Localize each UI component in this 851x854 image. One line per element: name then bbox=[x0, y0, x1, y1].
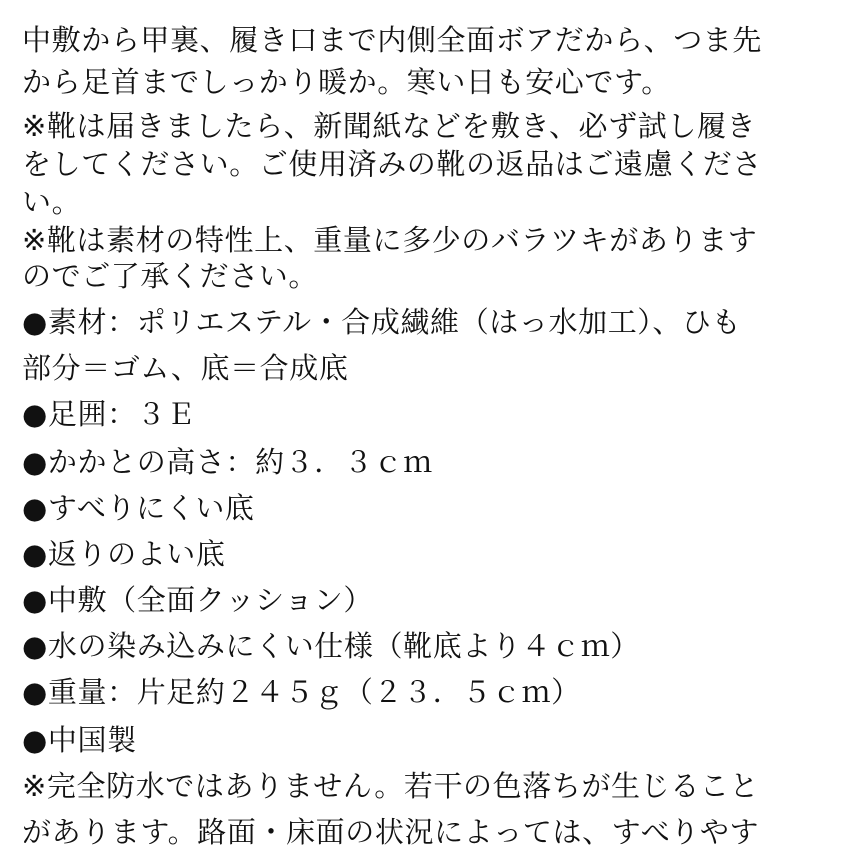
text-line: ※完全防水ではありません。若干の色落ちが生じること bbox=[22, 769, 760, 803]
text-line: 部分＝ゴム、底＝合成底 bbox=[22, 351, 349, 385]
spec-item-weight: ●重量：片足約２４５ｇ（２３．５ｃｍ） bbox=[22, 675, 581, 709]
spec-item-water-resistance: ●水の染み込みにくい仕様（靴底より４ｃｍ） bbox=[22, 629, 640, 663]
text-line: をしてください。ご使用済みの靴の返品はご遠慮くださ bbox=[22, 147, 763, 181]
text-line: から足首までしっかり暖か。寒い日も安心です。 bbox=[22, 65, 671, 99]
spec-item-flex-sole: ●返りのよい底 bbox=[22, 537, 226, 571]
text-line: 中敷から甲裏、履き口まで内側全面ボアだから、つま先 bbox=[22, 23, 763, 57]
text-line: のでご了承ください。 bbox=[22, 259, 319, 293]
spec-item-sole: ●すべりにくい底 bbox=[22, 491, 255, 525]
spec-item-width: ●足囲：３Ｅ bbox=[22, 397, 196, 431]
spec-item-material: ●素材：ポリエステル・合成繊維（はっ水加工）、ひも bbox=[22, 305, 742, 339]
text-line: があります。路面・床面の状況によっては、すべりやす bbox=[22, 815, 760, 849]
spec-item-origin: ●中国製 bbox=[22, 723, 137, 757]
text-line: ※靴は届きましたら、新聞紙などを敷き、必ず試し履き bbox=[22, 109, 757, 143]
spec-item-heel-height: ●かかとの高さ：約３．３ｃｍ bbox=[22, 445, 433, 479]
text-line: い。 bbox=[22, 185, 82, 219]
spec-item-insole: ●中敷（全面クッション） bbox=[22, 583, 373, 617]
text-line: ※靴は素材の特性上、重量に多少のバラツキがあります bbox=[22, 223, 758, 257]
